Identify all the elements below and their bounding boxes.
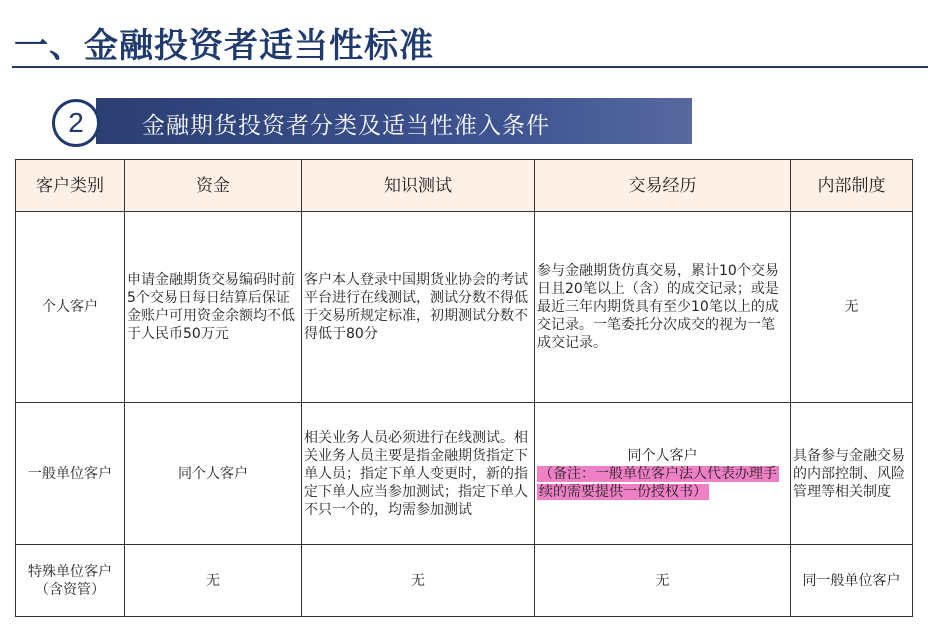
cell-experience: 同个人客户 [627, 447, 698, 464]
investor-criteria-table [15, 159, 913, 617]
cell-knowledge: 相关业务人员必须进行在线测试。相关业务人员主要是指金融期货指定下单人员；指定下单人变更时，新的指定下单人应当参加测试；指定下单人不只一个的，均需参加测试 [302, 403, 535, 545]
experience-note-highlight: （备注：一般单位客户法人代表办理手续的需要提供一份授权书） [539, 465, 777, 500]
cell-funds: 同个人客户 [125, 403, 302, 545]
cell-internal: 同一般单位客户 [791, 545, 913, 617]
table-row [16, 403, 913, 545]
table-row [16, 545, 913, 617]
cell-knowledge: 客户本人登录中国期货业协会的考试平台进行在线测试，测试分数不得低于交易所规定标准，初期测试分数不得低于80分 [302, 212, 535, 403]
cell-funds: 申请金融期货交易编码时前5个交易日每日结算后保证金账户可用资金余额均不低于人民币50万元 [125, 212, 302, 403]
watermark-fragment [726, 616, 818, 632]
cell-knowledge: 无 [302, 545, 535, 617]
cell-category: 一般单位客户 [16, 403, 125, 545]
cell-category: 特殊单位客户（含资管） [16, 545, 125, 617]
table-row [16, 212, 913, 403]
cell-experience: 无 [535, 545, 791, 617]
cell-experience: 参与金融期货仿真交易，累计10个交易日且20笔以上（含）的成交记录；或是最近三年内期货具有至少10笔以上的成交记录。一笔委托分次成交的视为一笔成交记录。 [535, 212, 791, 403]
header-internal: 内部制度 [791, 160, 913, 212]
cell-internal: 无 [791, 212, 913, 403]
section-title: 金融期货投资者分类及适当性准入条件 [142, 113, 550, 139]
header-experience: 交易经历 [535, 160, 791, 212]
cell-funds: 无 [125, 545, 302, 617]
header-funds: 资金 [125, 160, 302, 212]
cell-internal: 具备参与金融交易的内部控制、风险管理等相关制度 [791, 403, 913, 545]
section-number-badge: 2 [52, 99, 100, 147]
cell-experience-wrapper [535, 403, 791, 545]
header-knowledge: 知识测试 [302, 160, 535, 212]
page-title: 一、金融投资者适当性标准 [14, 26, 434, 66]
cell-category: 个人客户 [16, 212, 125, 403]
table-header-row [16, 160, 913, 212]
title-divider [12, 66, 928, 68]
header-category: 客户类别 [16, 160, 125, 212]
